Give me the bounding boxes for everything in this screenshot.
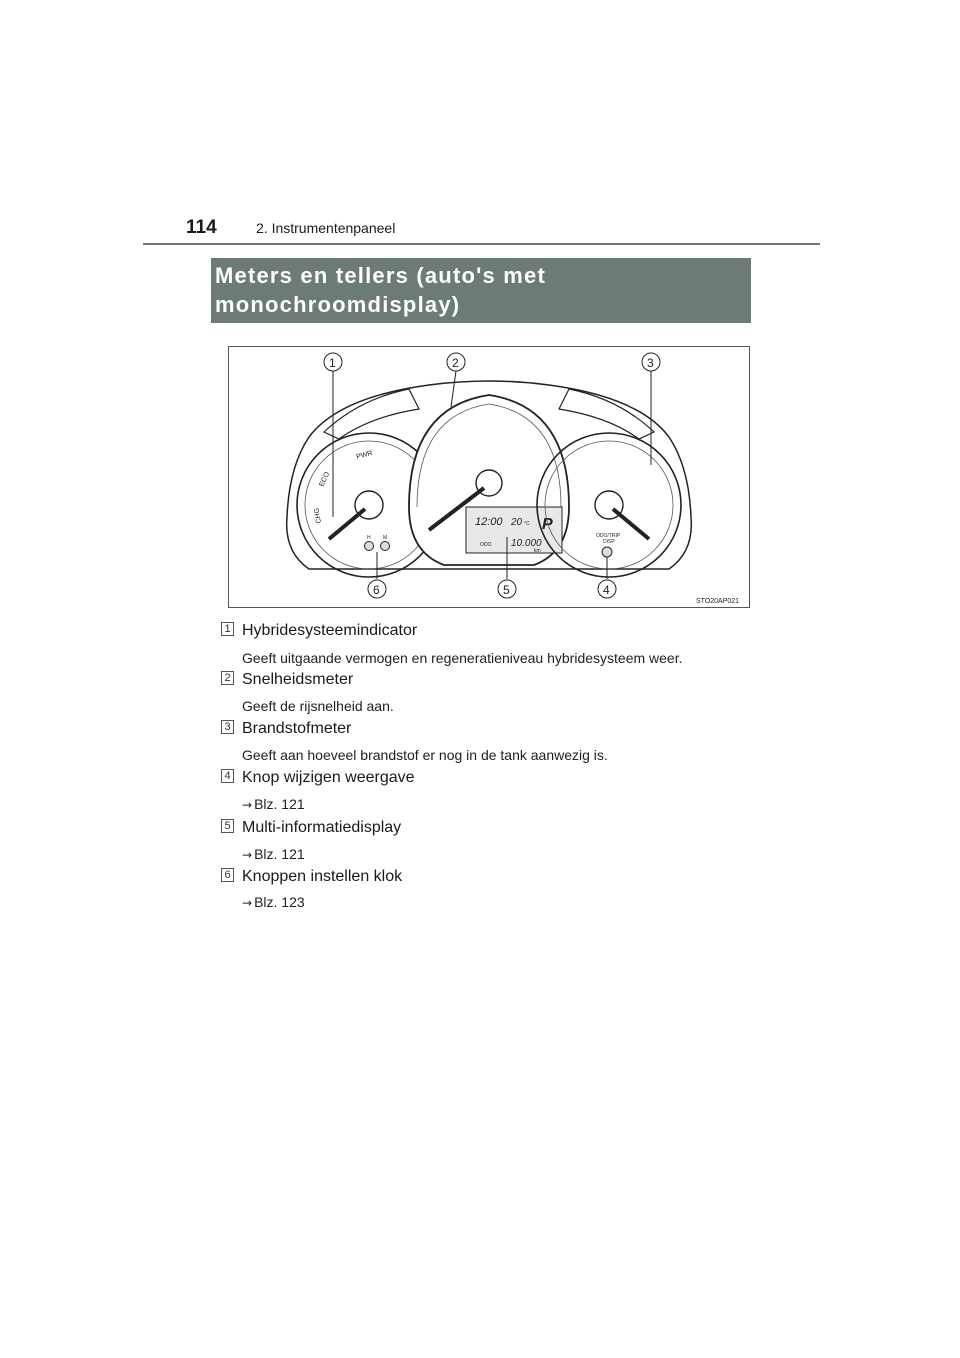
item-title-4: Knop wijzigen weergave xyxy=(242,769,415,786)
display-unit: km xyxy=(534,548,541,554)
section-title: 2. Instrumentenpaneel xyxy=(256,220,396,236)
svg-text:2: 2 xyxy=(452,356,459,370)
item-desc-2: Geeft de rijsnelheid aan. xyxy=(242,698,394,714)
figure-code: STO20AP021 xyxy=(696,598,740,605)
right-arrow-icon: → xyxy=(242,798,253,812)
cluster-hood-left xyxy=(324,389,419,439)
svg-text:6: 6 xyxy=(373,583,380,597)
disp-label: DISP xyxy=(603,539,615,545)
display-odo-label: ODO xyxy=(480,542,492,548)
item-ref-4[interactable] xyxy=(242,796,305,812)
right-arrow-icon: → xyxy=(242,848,253,862)
clock-button-m-label: M xyxy=(383,535,388,541)
num-box-1: 1 xyxy=(221,622,234,636)
item-ref-text-6[interactable]: Blz. 123 xyxy=(254,894,305,910)
item-ref-5[interactable] xyxy=(242,846,305,862)
gauge-label-eco: ECO xyxy=(318,471,332,488)
page-number: 114 xyxy=(186,217,217,238)
item-title-2: Snelheidsmeter xyxy=(242,671,354,688)
num-box-6: 6 xyxy=(221,868,234,882)
item-desc-1: Geeft uitgaande vermogen en regeneratieniveau hybridesysteem weer. xyxy=(242,650,683,666)
svg-text:1: 1 xyxy=(329,356,336,370)
svg-text:5: 5 xyxy=(503,583,510,597)
clock-button-m xyxy=(381,542,390,551)
clock-button-h xyxy=(365,542,374,551)
odo-trip-label: ODO/TRIP xyxy=(596,533,621,539)
item-ref-6[interactable] xyxy=(242,894,305,910)
num-box-3: 3 xyxy=(221,720,234,734)
cluster-hood-right xyxy=(559,389,654,439)
callout-1 xyxy=(324,353,342,371)
item-desc-3: Geeft aan hoeveel brandstof er nog in de tank aanwezig is. xyxy=(242,747,608,763)
num-box-5: 5 xyxy=(221,819,234,833)
gauge-label-pwr: PWR xyxy=(355,449,374,461)
callout-5 xyxy=(498,580,516,598)
callout-4 xyxy=(598,580,616,598)
callout-2 xyxy=(447,353,465,371)
header-rule xyxy=(143,243,820,245)
svg-text:3: 3 xyxy=(647,356,654,370)
right-arrow-icon: → xyxy=(242,896,253,910)
instrument-cluster-figure xyxy=(228,346,750,608)
item-title-6: Knoppen instellen klok xyxy=(242,868,403,885)
item-ref-text-4[interactable]: Blz. 121 xyxy=(254,796,305,812)
banner-line-2: monochroomdisplay) xyxy=(215,292,461,317)
callout-2-leader xyxy=(451,371,456,407)
display-time: 12:00 xyxy=(475,516,503,528)
num-box-2: 2 xyxy=(221,671,234,685)
item-ref-text-5[interactable]: Blz. 121 xyxy=(254,846,305,862)
display-temp-unit: °C xyxy=(524,521,530,527)
banner-line-1: Meters en tellers (auto's met xyxy=(215,263,547,288)
display-gear: P xyxy=(542,516,553,533)
display-change-button xyxy=(602,547,612,557)
svg-text:4: 4 xyxy=(603,583,610,597)
num-box-4: 4 xyxy=(221,769,234,783)
display-temp: 20 xyxy=(511,517,523,528)
callout-6 xyxy=(368,580,386,598)
item-title-5: Multi-informatiedisplay xyxy=(242,819,402,836)
item-title-3: Brandstofmeter xyxy=(242,720,352,737)
instrument-cluster-illustration xyxy=(229,347,749,607)
item-title-1: Hybridesysteemindicator xyxy=(242,622,418,639)
page-title-banner xyxy=(211,258,751,323)
gauge-label-chg: CHG xyxy=(313,507,323,524)
callout-3 xyxy=(642,353,660,371)
display-odo-value: 10.000 xyxy=(511,538,542,549)
hybrid-indicator-needle xyxy=(329,509,365,539)
clock-button-h-label: H xyxy=(367,535,371,541)
